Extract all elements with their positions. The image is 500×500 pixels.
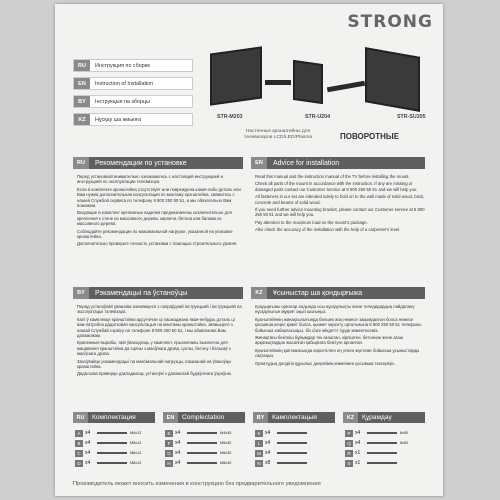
kit-qty: x4 (355, 440, 361, 446)
kit-qty: x4 (85, 430, 91, 436)
kit-letter: L (255, 440, 263, 447)
language-code: RU (74, 60, 90, 71)
language-code: KZ (74, 114, 90, 125)
kit-letter: R (345, 450, 353, 457)
section-title: Рекомендации по установке (95, 159, 187, 167)
spacer-icon (277, 452, 307, 454)
section-title: Ұсыныстар ша қондырғыжа (273, 289, 363, 297)
kit-item (165, 428, 247, 438)
kit-size: M8x12 (130, 461, 142, 465)
bolt-icon (187, 452, 217, 454)
mount-arm-image (327, 81, 365, 93)
advice-item: Крапежныя вырабы, якія ўваходзяць у камплект, прызначаны выключна для мацавання кранштэйна да сцяны з масіўнага дрэва, цэглы, бетону і бэлькаў з масіўнага дрэва. (77, 340, 231, 357)
advice-item: Қондырғыны орнатар алдында осы нұсқаулықты және теледидардың пайдалану нұсқаулығын мұқият оқып шығыңыз. (255, 304, 415, 315)
tv-mount-articulating-image (365, 47, 420, 112)
kit-item (345, 448, 427, 458)
language-label: Инструкция по сборке (95, 62, 151, 69)
screw-icon (97, 462, 127, 464)
kit-code: RU (73, 412, 88, 423)
kit-letter: A (75, 430, 83, 437)
kit-qty: x4 (85, 450, 91, 456)
advice-item: Дадаткова праверце дакладнасць устаноўкі з дапамогай будаўнічага ўзроўню. (77, 371, 232, 377)
product-subtitle: Настенные кронштейны для телевизоров LCD/LED/Plasma (243, 129, 313, 140)
kit-size: M4x30 (220, 431, 232, 435)
kit-item (345, 458, 427, 468)
screw-icon (97, 432, 127, 434)
kit-item (75, 448, 157, 458)
kit-qty: x4 (355, 430, 361, 436)
kit-size: M5x12 (130, 441, 142, 445)
kit-letter: C (75, 450, 83, 457)
kit-letter: S (345, 460, 353, 467)
advice-item: Жинақтағы бекіткіш бұйымдар тек ағаштан, кірпіштен, бетоннан және ағаш арқалықтардан жасалған қабырғаға бекітуге арналған. (255, 335, 404, 346)
language-label: Нұсқау ша жиынға (95, 116, 142, 123)
advice-item: Входящие в комплект крепежные изделия предназначены исключительно для крепления к стене из массивного дерева, кирпича, бетона или балкам из массивного дерева. (77, 210, 232, 227)
section-body-ru (77, 174, 243, 249)
lag-screw-icon (367, 442, 397, 444)
kit-letter: F (165, 440, 173, 447)
tv-mount-swivel-image (293, 60, 323, 104)
kit-item (255, 428, 337, 438)
product-illustration (205, 44, 437, 114)
advice-item: Check all parts of the mount in accordance with the instruction. If any are missing or damaged parts contact our Customer Service at 8 800 250 50 51 and we will help you. (255, 181, 418, 192)
section-header-en (251, 157, 425, 169)
kit-size: 8x50 (400, 441, 409, 445)
kit-item (75, 458, 157, 468)
language-row-kz (73, 113, 193, 126)
advice-item: Pay attention to the maximum load on the mount's package. (255, 219, 368, 225)
advice-item: All fasteners in our set are intended solely to hold on to the wall made of solid wood, brick, concrete and beams of solid wood. (255, 194, 425, 205)
section-title: Рэкамендацыі па ўстаноўцы (95, 289, 188, 297)
kit-title: Complectation (182, 414, 225, 421)
kit-list-kz (345, 428, 427, 468)
tv-mount-fixed-image (210, 46, 262, 105)
washer-icon (277, 432, 307, 434)
instruction-sheet (55, 4, 443, 496)
kit-qty: x4 (175, 440, 181, 446)
kit-letter: D (75, 460, 83, 467)
kit-letter: H (165, 460, 173, 467)
advice-item: Калі ў камплекце кранштэйна адсутнічае ці пашкоджана якая-небудзь дэталь ці вам патрэбна дадатковая кансультацыя па мантажы кранштэйна, звяжыцеся з нашай Службай сэрвісу па тэлефоне 8 800 250 50 51, і мы абавязкова Вам дапаможам. (77, 316, 235, 339)
kit-list-ru (75, 428, 157, 468)
kit-list-by (255, 428, 337, 468)
kit-letter: N (255, 460, 263, 467)
section-code: EN (251, 157, 267, 169)
kit-header-ru (73, 412, 155, 423)
kit-letter: M (255, 450, 263, 457)
section-header-kz (251, 287, 425, 299)
section-header-ru (73, 157, 243, 169)
kit-letter: E (165, 430, 173, 437)
kit-item (165, 448, 247, 458)
language-label: Інструкцыя па зборцы (95, 98, 150, 105)
model-label: STR-U204 (305, 114, 331, 120)
kit-qty: x4 (265, 430, 271, 436)
kit-item (255, 458, 337, 468)
advice-item: If you need further advice mounting bracket, please contact our Customer service at 8 800 250 50 51 and we will help you. (255, 207, 425, 218)
language-label: Instruction of Installation (95, 80, 154, 87)
advice-item: Захоўвайце рэкамендацыі па максімальнай нагрузцы, паказанай на ўпакоўцы кранштэйна. (77, 358, 232, 370)
kit-size: M8x30 (220, 461, 232, 465)
screw-icon (97, 452, 127, 454)
kit-qty: x4 (265, 450, 271, 456)
model-label: STR-SU205 (397, 114, 426, 120)
footer-note: Производитель может вносить изменения в конструкцию без предварительного уведомления (73, 481, 321, 487)
series-label: ПОВОРОТНЫЕ (340, 132, 400, 141)
kit-qty: x4 (175, 430, 181, 436)
section-body-en (255, 174, 425, 235)
kit-qty: x1 (355, 450, 361, 456)
kit-letter: B (75, 440, 83, 447)
model-label: STR-M203 (217, 114, 243, 120)
language-code: EN (74, 78, 90, 89)
kit-item (255, 448, 337, 458)
kit-item (255, 438, 337, 448)
brand-logo: STRONG (347, 12, 433, 32)
screw-icon (97, 442, 127, 444)
kit-size: 8x50 (400, 431, 409, 435)
advice-item: Перад устаноўкай уважліва азнаёмцеся з сапраўднай інструкцыяй і інструкцыяй па эксплуатацыі тэлевізара. (77, 304, 242, 315)
advice-item: Read this manual and the instruction manual of the TV before installing the mount. (255, 174, 410, 179)
kit-header-kz (343, 412, 425, 423)
kit-qty: x1 (355, 460, 361, 466)
section-body-by (77, 304, 243, 379)
kit-header-en (163, 412, 245, 423)
language-row-by (73, 95, 193, 108)
section-body-kz (255, 304, 425, 368)
level-icon (367, 452, 397, 454)
kit-letter: Q (345, 440, 353, 447)
kit-size: M6x12 (130, 451, 142, 455)
advice-item: Дополнительно проверьте точность установки с помощью строительного уровня. (77, 241, 238, 247)
language-list (73, 59, 193, 131)
kit-qty: x4 (85, 460, 91, 466)
section-title: Advice for installation (273, 159, 340, 167)
kit-qty: x4 (265, 440, 271, 446)
kit-code: KZ (343, 412, 358, 423)
kit-letter: K (255, 430, 263, 437)
bolt-icon (187, 462, 217, 464)
language-row-en (73, 77, 193, 90)
kit-item (75, 428, 157, 438)
kit-header-by (253, 412, 335, 423)
kit-code: EN (163, 412, 178, 423)
kit-size: M4x12 (130, 431, 142, 435)
washer-icon (277, 442, 307, 444)
kit-title: Құрамдау (362, 414, 392, 421)
section-header-by (73, 287, 243, 299)
wall-anchor-icon (367, 432, 397, 434)
kit-item (345, 428, 427, 438)
section-code: RU (73, 157, 89, 169)
language-code: BY (74, 96, 90, 107)
kit-title: Камплектацыя (272, 414, 317, 421)
advice-item: Перед установкой внимательно ознакомьтесь с настоящей инструкцией и инструкцией по эксплуатации телевизора. (77, 174, 223, 185)
spacer-icon (277, 462, 307, 464)
kit-code: BY (253, 412, 268, 423)
kit-list-en (165, 428, 247, 468)
kit-item (165, 438, 247, 448)
kit-qty: x4 (85, 440, 91, 446)
kit-qty: x8 (265, 460, 271, 466)
advice-item: Also check the accuracy of the installation with the help of a carpenter's level. (255, 227, 401, 233)
kit-qty: x4 (175, 460, 181, 466)
bolt-icon (187, 432, 217, 434)
advice-item: Соблюдайте рекомендации по максимальной нагрузке, указанной на упаковке кронштейна. (77, 228, 233, 240)
mount-arm-image (265, 80, 291, 85)
kit-size: M5x30 (220, 441, 232, 445)
advice-item: Кронштейннің қаптамасында көрсетілген ең үлкен жүктеме бойынша ұсыныстарды сақтаңыз. (255, 347, 420, 359)
kit-letter: P (345, 430, 353, 437)
advice-item: Если в комплекте кронштейна отсутствует или повреждена какая-либо деталь или Вам нужна дополнительная консультация по монтажу кронштейна, свяжитесь с нашей Службой сервиса по телефону 8 800 250 50 51, и мы обязательно Вам поможем. (77, 186, 241, 209)
wrench-icon (367, 462, 397, 464)
bolt-icon (187, 442, 217, 444)
kit-qty: x4 (175, 450, 181, 456)
advice-item: Орнатудың дәлдігін құрылыс деңгейінің көмегімен қосымша тексеріңіз. (255, 360, 395, 366)
advice-item: Кронштейннің жинақтылығында бөлшек жоқ немесе зақымдалған болса немесе қосымша кеңес қажет болса, қызмет көрсету орталығына 8 800 250 50 51 телефоны бойынша хабарласыңыз, біз сізге міндетті түрде көмектесеміз. (255, 316, 422, 333)
kit-item (75, 438, 157, 448)
section-code: BY (73, 287, 89, 299)
language-row-ru (73, 59, 193, 72)
section-code: KZ (251, 287, 267, 299)
kit-letter: G (165, 450, 173, 457)
kit-size: M6x30 (220, 451, 232, 455)
kit-item (165, 458, 247, 468)
kit-item (345, 438, 427, 448)
kit-title: Комплектация (92, 414, 136, 421)
